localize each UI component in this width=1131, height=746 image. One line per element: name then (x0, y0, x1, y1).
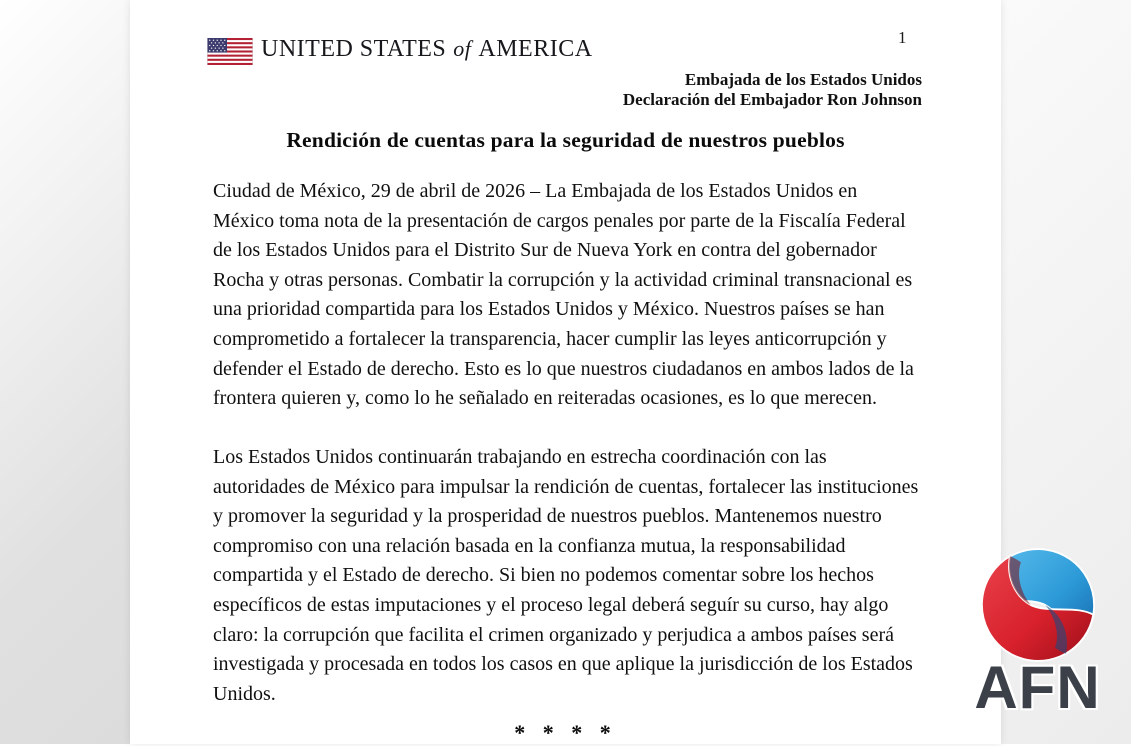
text-line: compartida y el Estado de derecho. Si bien no podemos comentar sobre los hechos (213, 564, 874, 587)
document-page (130, 0, 1001, 744)
text-line: México toma nota de la presentación de cargos penales por parte de la Fiscalía Federal (213, 209, 906, 232)
text-line: comprometido a fortalecer la transparencia, hacer cumplir las leyes anticorrupción y (213, 327, 887, 350)
text-line: Unidos. (213, 682, 276, 705)
afn-logo (955, 544, 1120, 721)
text-line: claro: la corrupción que facilita el crimen organizado y perjudica a ambos países será (213, 623, 895, 646)
text-line: Rocha y otras personas. Combatir la corrupción y la actividad criminal transnacional es (213, 268, 913, 291)
text-line: defender el Estado de derecho. Esto es lo que nuestros ciudadanos en ambos lados de la (213, 357, 914, 380)
text-line: autoridades de México para impulsar la rendición de cuentas, fortalecer las instituciones (213, 475, 919, 498)
byline-author: Declaración del Embajador Ron Johnson (622, 90, 922, 109)
paragraph-2 (213, 443, 943, 709)
section-separator: * * * * (514, 720, 617, 745)
byline (623, 70, 922, 110)
document-title: Rendición de cuentas para la seguridad de nuestros pueblos (286, 128, 845, 152)
byline-organization: Embajada de los Estados Unidos (684, 70, 922, 89)
text-line: una prioridad compartida para los Estados Unidos y México. Nuestros países se han (213, 298, 885, 321)
text-line: y promover la seguridad y la prosperidad de nuestros pueblos. Mantenemos nuestro (213, 505, 882, 528)
text-line: frontera quieren y, como lo he señalado en reiteradas ocasiones, es lo que merecen. (213, 387, 877, 410)
masthead-america: AMERICA (478, 36, 593, 62)
afn-swirl-icon (977, 544, 1099, 666)
us-flag-icon (207, 38, 253, 65)
text-line: Ciudad de México, 29 de abril de 2026 – La Embajada de los Estados Unidos en (213, 180, 858, 202)
text-line: Los Estados Unidos continuarán trabajando en estrecha coordinación con las (213, 446, 827, 468)
text-line: investigada y procesada en todos los casos en que aplique la jurisdicción de los Estados (213, 653, 913, 676)
left-gutter (0, 0, 130, 744)
afn-logo-text: AFN (974, 654, 1101, 721)
masthead-of: of (453, 36, 472, 61)
page-number: 1 (898, 28, 907, 47)
text-line: específicos de estas imputaciones y el proceso legal deberá seguír su curso, hay algo (213, 593, 889, 616)
text-line: compromiso con una relación basada en la confianza mutua, la responsabilidad (213, 534, 846, 557)
text-line: de los Estados Unidos para el Distrito Sur de Nueva York en contra del gobernador (213, 239, 877, 262)
paragraph-1 (213, 177, 943, 414)
masthead-united-states-of-america (261, 36, 593, 66)
masthead-united-states: UNITED STATES (261, 36, 447, 62)
